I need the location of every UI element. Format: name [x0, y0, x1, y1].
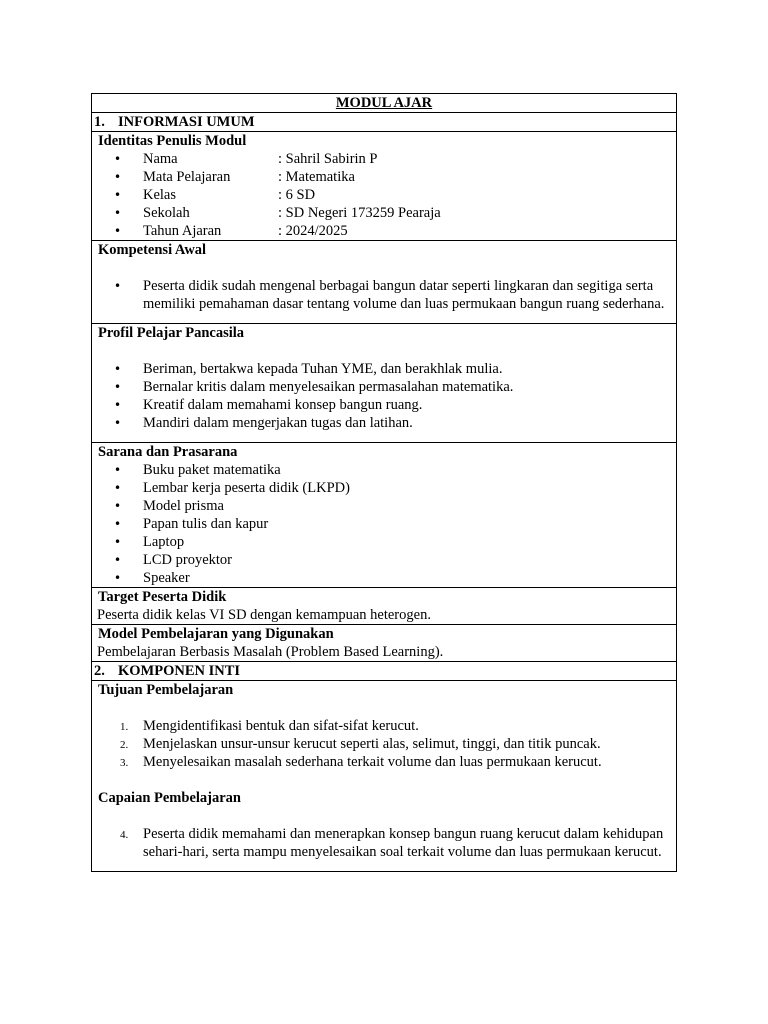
list-item: • Buku paket matematika: [98, 461, 670, 479]
kompetensi-heading: Kompetensi Awal: [98, 242, 207, 258]
section-number: 2.: [94, 663, 105, 679]
list-item: • Laptop: [98, 533, 670, 551]
item-text: Peserta didik memahami dan menerapkan konsep bangun ruang kerucut dalam kehidupan sehari-hari, serta mampu menyelesaikan soal terkait volume dan luas permukaan kerucut.: [143, 826, 664, 860]
identitas-heading: Identitas Penulis Modul: [98, 133, 247, 149]
list-item: [98, 204, 670, 222]
field-label: • Nama: [143, 151, 178, 167]
field-value: : 6 SD: [278, 187, 316, 203]
list-item: [98, 753, 670, 771]
field-value: : 2024/2025: [278, 223, 348, 239]
kompetensi-cell: [92, 241, 677, 324]
sarana-heading: Sarana dan Prasarana: [98, 444, 238, 460]
model-heading: Model Pembelajaran yang Digunakan: [98, 626, 334, 642]
field-label: • Kelas: [143, 187, 177, 203]
tujuan-capaian-cell: [92, 681, 677, 872]
list-item: [98, 825, 670, 861]
target-heading: Target Peserta Didik: [98, 589, 227, 605]
list-item: • Speaker: [98, 569, 670, 587]
section-informasi-umum: [92, 113, 677, 132]
section-label: KOMPONEN INTI: [118, 663, 241, 679]
section-label: INFORMASI UMUM: [118, 114, 255, 130]
tujuan-heading: Tujuan Pembelajaran: [98, 682, 234, 698]
kompetensi-list: [98, 277, 670, 313]
list-item: • LCD proyektor: [98, 551, 670, 569]
profil-heading: Profil Pelajar Pancasila: [98, 325, 245, 341]
profil-cell: [92, 324, 677, 443]
item-number: 1.: [120, 721, 129, 733]
item-number: 3.: [120, 757, 129, 769]
document-title: MODUL AJAR: [92, 94, 677, 113]
list-item: • Kreatif dalam memahami konsep bangun ruang.: [98, 396, 670, 414]
item-text: Mengidentifikasi bentuk dan sifat-sifat kerucut.: [143, 718, 419, 734]
field-value: : Sahril Sabirin P: [278, 151, 378, 167]
sarana-list: [98, 461, 670, 587]
list-item: • Lembar kerja peserta didik (LKPD): [98, 479, 670, 497]
list-item: • Papan tulis dan kapur: [98, 515, 670, 533]
module-table: [91, 93, 677, 872]
list-item: [98, 150, 670, 168]
target-text: Peserta didik kelas VI SD dengan kemampuan heterogen.: [97, 607, 431, 623]
field-label: • Mata Pelajaran: [143, 169, 231, 185]
item-text: Menyelesaikan masalah sederhana terkait volume dan luas permukaan kerucut.: [143, 754, 602, 770]
field-value: : SD Negeri 173259 Pearaja: [278, 205, 441, 221]
section-number: 1.: [94, 114, 105, 130]
item-number: 4.: [120, 829, 129, 841]
list-item: [98, 168, 670, 186]
item-text: Menjelaskan unsur-unsur kerucut seperti alas, selimut, tinggi, dan titik puncak.: [143, 736, 601, 752]
profil-list: [98, 360, 670, 432]
list-item: • Peserta didik sudah mengenal berbagai bangun datar seperti lingkaran dan segitiga serta memiliki pemahaman dasar tentang volume dan luas permukaan bangun ruang sederhana.: [98, 277, 670, 313]
item-number: 2.: [120, 739, 129, 751]
identitas-list: [98, 150, 670, 240]
list-item: • Mandiri dalam mengerjakan tugas dan latihan.: [98, 414, 670, 432]
field-value: : Matematika: [278, 169, 355, 185]
list-item: • Bernalar kritis dalam menyelesaikan permasalahan matematika.: [98, 378, 670, 396]
list-item: • Model prisma: [98, 497, 670, 515]
model-cell: [92, 625, 677, 662]
list-item: [98, 222, 670, 240]
list-item: [98, 735, 670, 753]
capaian-list: [98, 825, 670, 861]
identitas-cell: [92, 132, 677, 241]
tujuan-list: [98, 717, 670, 771]
sarana-cell: [92, 443, 677, 588]
field-label: • Sekolah: [143, 205, 190, 221]
section-komponen-inti: [92, 662, 677, 681]
target-cell: [92, 588, 677, 625]
list-item: [98, 186, 670, 204]
list-item: • Beriman, bertakwa kepada Tuhan YME, dan berakhlak mulia.: [98, 360, 670, 378]
capaian-heading: Capaian Pembelajaran: [98, 790, 241, 806]
list-item: [98, 717, 670, 735]
model-text: Pembelajaran Berbasis Masalah (Problem Based Learning).: [97, 644, 444, 660]
field-label: • Tahun Ajaran: [143, 223, 222, 239]
